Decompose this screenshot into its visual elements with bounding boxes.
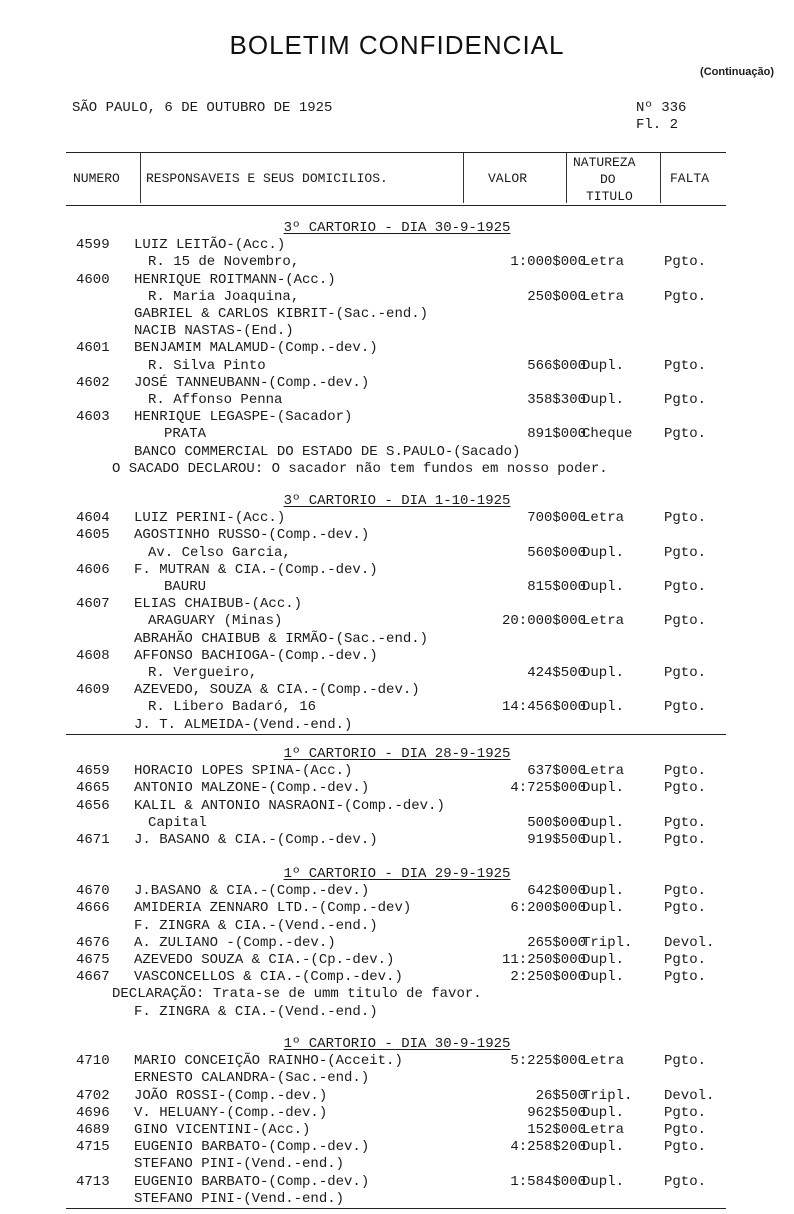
responsible-party: EUGENIO BARBATO-(Comp.-dev.) <box>134 1173 370 1190</box>
responsible-party: F. MUTRAN & CIA.-(Comp.-dev.) <box>134 561 378 578</box>
protocol-number: 4656 <box>76 797 110 814</box>
responsible-party: AZEVEDO SOUZA & CIA.-(Cp.-dev.) <box>134 952 395 968</box>
responsible-party: J. BASANO & CIA.-(Comp.-dev.) <box>134 832 378 848</box>
protocol-number: 4606 <box>76 561 110 578</box>
fault-type: Pgto. <box>664 1139 707 1156</box>
responsible-party: Av. Celso Garcia, <box>148 544 291 561</box>
table-row <box>0 358 794 375</box>
col-header-falta: FALTA <box>670 171 710 186</box>
table-row <box>0 527 794 544</box>
protocol-number: 4710 <box>76 1053 110 1070</box>
title-nature: Dupl. <box>582 780 625 797</box>
fault-type: Pgto. <box>664 1104 707 1121</box>
responsible-party: BAURU <box>164 579 207 595</box>
table-row <box>0 272 794 289</box>
value-amount: 250$000 <box>527 288 586 305</box>
table-row <box>0 579 794 596</box>
value-amount: 962$500 <box>527 1104 586 1121</box>
section-title <box>0 220 794 237</box>
value-amount: 11:250$000 <box>501 952 586 968</box>
section-title-text: 1º CARTORIO - DIA 30-9-1925 <box>283 1036 511 1052</box>
value-amount: 500$000 <box>527 814 586 831</box>
title-nature: Dupl. <box>582 969 625 986</box>
fault-type: Pgto. <box>664 832 707 848</box>
table-row <box>0 1139 794 1156</box>
section-title <box>0 746 794 763</box>
title-nature: Letra <box>582 288 625 305</box>
responsible-party: AGOSTINHO RUSSO-(Comp.-dev.) <box>134 527 370 544</box>
title-nature: Letra <box>582 1053 625 1070</box>
fault-type: Pgto. <box>664 900 707 917</box>
table-row <box>0 780 794 797</box>
fault-type: Pgto. <box>664 288 707 305</box>
responsible-party: J. T. ALMEIDA-(Vend.-end.) <box>134 716 353 733</box>
section-title <box>0 493 794 510</box>
column-divider <box>566 153 567 203</box>
fault-type: Pgto. <box>664 763 707 780</box>
value-amount: 815$000 <box>527 579 586 595</box>
section-title-text: 1º CARTORIO - DIA 28-9-1925 <box>283 746 511 762</box>
fault-type: Pgto. <box>664 780 707 797</box>
responsible-party: V. HELUANY-(Comp.-dev.) <box>134 1104 328 1121</box>
fault-type: Pgto. <box>664 699 707 716</box>
table-row <box>0 323 794 340</box>
col-header-valor: VALOR <box>488 171 528 186</box>
title-nature: Dupl. <box>582 1139 625 1156</box>
responsible-party: AZEVEDO, SOUZA & CIA.-(Comp.-dev.) <box>134 682 420 699</box>
value-amount: 1:584$000 <box>510 1173 586 1190</box>
table-row <box>0 986 794 1003</box>
responsible-party: ANTONIO MALZONE-(Comp.-dev.) <box>134 780 370 797</box>
protocol-number: 4604 <box>76 510 110 527</box>
responsible-party: STEFANO PINI-(Vend.-end.) <box>134 1156 345 1173</box>
title-nature: Dupl. <box>582 832 625 848</box>
protocol-number: 4675 <box>76 952 110 968</box>
responsible-party: ERNESTO CALANDRA-(Sac.-end.) <box>134 1070 370 1087</box>
value-amount: 358$300 <box>527 392 586 408</box>
fault-type: Pgto. <box>664 392 707 408</box>
value-amount: 26$500 <box>535 1087 586 1104</box>
table-row <box>0 1191 794 1208</box>
table-row <box>0 1122 794 1139</box>
fault-type: Pgto. <box>664 357 707 374</box>
responsible-party: R. Vergueiro, <box>148 665 258 681</box>
responsible-party: ARAGUARY (Minas) <box>148 613 283 630</box>
column-divider <box>463 153 464 203</box>
responsible-party: LUIZ LEITÃO-(Acc.) <box>134 237 286 254</box>
table-row <box>0 426 794 443</box>
protocol-number: 4608 <box>76 647 110 664</box>
table-row <box>0 935 794 952</box>
value-amount: 5:225$000 <box>510 1053 586 1070</box>
protocol-number: 4607 <box>76 596 110 613</box>
table-row <box>0 798 794 815</box>
protocol-number: 4659 <box>76 763 110 780</box>
declaration-note: O SACADO DECLAROU: O sacador não tem fundos em nosso poder. <box>112 460 608 477</box>
fault-type: Pgto. <box>664 1173 707 1190</box>
col-header-natureza-3: TITULO <box>586 189 633 204</box>
table-row <box>0 1053 794 1070</box>
value-amount: 6:200$000 <box>510 900 586 917</box>
value-amount: 637$000 <box>527 763 586 780</box>
protocol-number: 4715 <box>76 1139 110 1156</box>
title-nature: Cheque <box>582 426 633 443</box>
table-top-rule <box>66 152 726 153</box>
title-nature: Dupl. <box>582 814 625 831</box>
title-nature: Dupl. <box>582 883 625 900</box>
col-header-responsaveis: RESPONSAVEIS E SEUS DOMICILIOS. <box>146 171 388 186</box>
fault-type: Pgto. <box>664 883 707 900</box>
responsible-party: R. Maria Joaquina, <box>148 288 300 305</box>
table-row <box>0 375 794 392</box>
protocol-number: 4602 <box>76 374 110 391</box>
column-divider <box>660 153 661 203</box>
protocol-number: 4713 <box>76 1173 110 1190</box>
table-row <box>0 1004 794 1021</box>
responsible-party: R. 15 de Novembro, <box>148 254 300 271</box>
protocol-number: 4667 <box>76 969 110 986</box>
bulletin-number: Nº 336 <box>636 100 687 116</box>
table-row <box>0 1088 794 1105</box>
responsible-party: GINO VICENTINI-(Acc.) <box>134 1122 311 1138</box>
table-row <box>0 444 794 461</box>
column-divider <box>140 153 141 203</box>
title-nature: Letra <box>582 1122 625 1138</box>
title-nature: Dupl. <box>582 357 625 374</box>
protocol-number: 4599 <box>76 237 110 254</box>
protocol-number: 4696 <box>76 1104 110 1121</box>
table-row <box>0 682 794 699</box>
responsible-party: NACIB NASTAS-(End.) <box>134 323 294 340</box>
protocol-number: 4601 <box>76 340 110 357</box>
table-row <box>0 409 794 426</box>
table-row <box>0 717 794 734</box>
place-date: SÃO PAULO, 6 DE OUTUBRO DE 1925 <box>72 100 333 116</box>
fault-type: Devol. <box>664 934 715 951</box>
table-row <box>0 461 794 478</box>
protocol-number: 4609 <box>76 682 110 699</box>
protocol-number: 4702 <box>76 1087 110 1104</box>
continuation-note: (Continuação) <box>700 66 774 78</box>
responsible-party: HENRIQUE ROITMANN-(Acc.) <box>134 271 336 288</box>
fault-type: Pgto. <box>664 426 707 443</box>
responsible-party: R. Libero Badaró, 16 <box>148 699 317 716</box>
protocol-number: 4671 <box>76 832 110 848</box>
title-nature: Dupl. <box>582 699 625 716</box>
table-row <box>0 613 794 630</box>
responsible-party: ABRAHÃO CHAIBUB & IRMÃO-(Sac.-end.) <box>134 630 429 647</box>
value-amount: 642$000 <box>527 883 586 900</box>
table-row <box>0 237 794 254</box>
table-row <box>0 699 794 716</box>
protocol-number: 4600 <box>76 271 110 288</box>
table-row <box>0 883 794 900</box>
value-amount: 1:000$000 <box>510 254 586 271</box>
title-nature: Letra <box>582 254 625 271</box>
col-header-numero: NUMERO <box>73 171 120 186</box>
table-row <box>0 1070 794 1087</box>
value-amount: 152$000 <box>527 1122 586 1138</box>
table-row <box>0 1105 794 1122</box>
responsible-party: Capital <box>148 814 207 831</box>
fault-type: Pgto. <box>664 613 707 630</box>
fault-type: Devol. <box>664 1087 715 1104</box>
title-nature: Dupl. <box>582 579 625 595</box>
title-nature: Tripl. <box>582 1087 633 1104</box>
table-row <box>0 254 794 271</box>
value-amount: 2:250$000 <box>510 969 586 986</box>
sheet-number: Fl. 2 <box>636 117 679 133</box>
bottom-rule <box>66 1208 726 1209</box>
value-amount: 265$000 <box>527 934 586 951</box>
protocol-number: 4603 <box>76 409 110 426</box>
responsible-party: GABRIEL & CARLOS KIBRIT-(Sac.-end.) <box>134 306 429 322</box>
title-nature: Dupl. <box>582 392 625 408</box>
table-row <box>0 900 794 917</box>
title-nature: Dupl. <box>582 665 625 681</box>
title-nature: Dupl. <box>582 1104 625 1121</box>
value-amount: 20:000$000 <box>501 613 586 630</box>
value-amount: 424$500 <box>527 665 586 681</box>
responsible-party: AMIDERIA ZENNARO LTD.-(Comp.-dev) <box>134 900 412 917</box>
table-row <box>0 763 794 780</box>
table-row <box>0 392 794 409</box>
table-row <box>0 596 794 613</box>
table-row <box>0 665 794 682</box>
responsible-party: LUIZ PERINI-(Acc.) <box>134 510 286 527</box>
table-row <box>0 545 794 562</box>
fault-type: Pgto. <box>664 665 707 681</box>
protocol-number: 4666 <box>76 900 110 917</box>
table-row <box>0 340 794 357</box>
table-header-rule <box>66 205 726 206</box>
table-row <box>0 631 794 648</box>
responsible-party: MARIO CONCEIÇÃO RAINHO-(Acceit.) <box>134 1053 403 1070</box>
value-amount: 891$000 <box>527 426 586 443</box>
responsible-party: F. ZINGRA & CIA.-(Vend.-end.) <box>134 1003 378 1020</box>
responsible-party: R. Silva Pinto <box>148 357 266 374</box>
title-nature: Dupl. <box>582 952 625 968</box>
responsible-party: EUGENIO BARBATO-(Comp.-dev.) <box>134 1139 370 1156</box>
fault-type: Pgto. <box>664 1053 707 1070</box>
section-title-text: 1º CARTORIO - DIA 29-9-1925 <box>283 866 511 882</box>
fault-type: Pgto. <box>664 1122 707 1138</box>
responsible-party: HORACIO LOPES SPINA-(Acc.) <box>134 763 353 780</box>
fault-type: Pgto. <box>664 510 707 527</box>
responsible-party: A. ZULIANO -(Comp.-dev.) <box>134 934 336 951</box>
responsible-party: JOSÉ TANNEUBANN-(Comp.-dev.) <box>134 374 370 391</box>
responsible-party: R. Affonso Penna <box>148 392 283 408</box>
fault-type: Pgto. <box>664 579 707 595</box>
responsible-party: PRATA <box>164 426 207 443</box>
declaration-note: DECLARAÇÃO: Trata-se de umm titulo de favor. <box>112 986 482 1003</box>
fault-type: Pgto. <box>664 952 707 968</box>
table-row <box>0 1156 794 1173</box>
title-nature: Dupl. <box>582 900 625 917</box>
protocol-number: 4676 <box>76 934 110 951</box>
section-title <box>0 1036 794 1053</box>
responsible-party: HENRIQUE LEGASPE-(Sacador) <box>134 409 353 426</box>
fault-type: Pgto. <box>664 969 707 986</box>
responsible-party: STEFANO PINI-(Vend.-end.) <box>134 1190 345 1207</box>
responsible-party: F. ZINGRA & CIA.-(Vend.-end.) <box>134 917 378 934</box>
title-nature: Letra <box>582 510 625 527</box>
value-amount: 700$000 <box>527 510 586 527</box>
value-amount: 560$000 <box>527 544 586 561</box>
protocol-number: 4665 <box>76 780 110 797</box>
responsible-party: VASCONCELLOS & CIA.-(Comp.-dev.) <box>134 969 403 986</box>
value-amount: 4:725$000 <box>510 780 586 797</box>
title-nature: Dupl. <box>582 1173 625 1190</box>
value-amount: 14:456$000 <box>501 699 586 716</box>
responsible-party: ELIAS CHAIBUB-(Acc.) <box>134 596 303 613</box>
protocol-number: 4605 <box>76 527 110 544</box>
table-row <box>0 952 794 969</box>
fault-type: Pgto. <box>664 254 707 271</box>
col-header-natureza-1: NATUREZA <box>573 155 636 170</box>
section-title <box>0 866 794 883</box>
table-row <box>0 969 794 986</box>
protocol-number: 4689 <box>76 1122 110 1138</box>
responsible-party: BENJAMIM MALAMUD-(Comp.-dev.) <box>134 340 378 357</box>
section-title-text: 3º CARTORIO - DIA 30-9-1925 <box>283 220 511 236</box>
table-row <box>0 918 794 935</box>
table-row <box>0 562 794 579</box>
table-row <box>0 510 794 527</box>
table-row <box>0 648 794 665</box>
responsible-party: AFFONSO BACHIOGA-(Comp.-dev.) <box>134 647 378 664</box>
title-nature: Tripl. <box>582 934 633 951</box>
table-row <box>0 289 794 306</box>
table-row <box>0 832 794 849</box>
col-header-natureza-2: DO <box>600 172 616 187</box>
fault-type: Pgto. <box>664 814 707 831</box>
value-amount: 919$500 <box>527 832 586 848</box>
value-amount: 566$000 <box>527 357 586 374</box>
title-nature: Letra <box>582 613 625 630</box>
section-title-text: 3º CARTORIO - DIA 1-10-1925 <box>283 493 511 509</box>
page-title: BOLETIM CONFIDENCIAL <box>229 30 565 60</box>
table-row <box>0 815 794 832</box>
title-nature: Letra <box>582 763 625 780</box>
table-row <box>0 1174 794 1191</box>
responsible-party: BANCO COMMERCIAL DO ESTADO DE S.PAULO-(Sacado) <box>134 443 521 460</box>
block-separator-rule <box>66 734 726 735</box>
table-row <box>0 306 794 323</box>
responsible-party: JOÃO ROSSI-(Comp.-dev.) <box>134 1087 328 1104</box>
title-nature: Dupl. <box>582 544 625 561</box>
fault-type: Pgto. <box>664 544 707 561</box>
value-amount: 4:258$200 <box>510 1139 586 1156</box>
responsible-party: J.BASANO & CIA.-(Comp.-dev.) <box>134 883 370 900</box>
responsible-party: KALIL & ANTONIO NASRAONI-(Comp.-dev.) <box>134 797 445 814</box>
protocol-number: 4670 <box>76 883 110 900</box>
